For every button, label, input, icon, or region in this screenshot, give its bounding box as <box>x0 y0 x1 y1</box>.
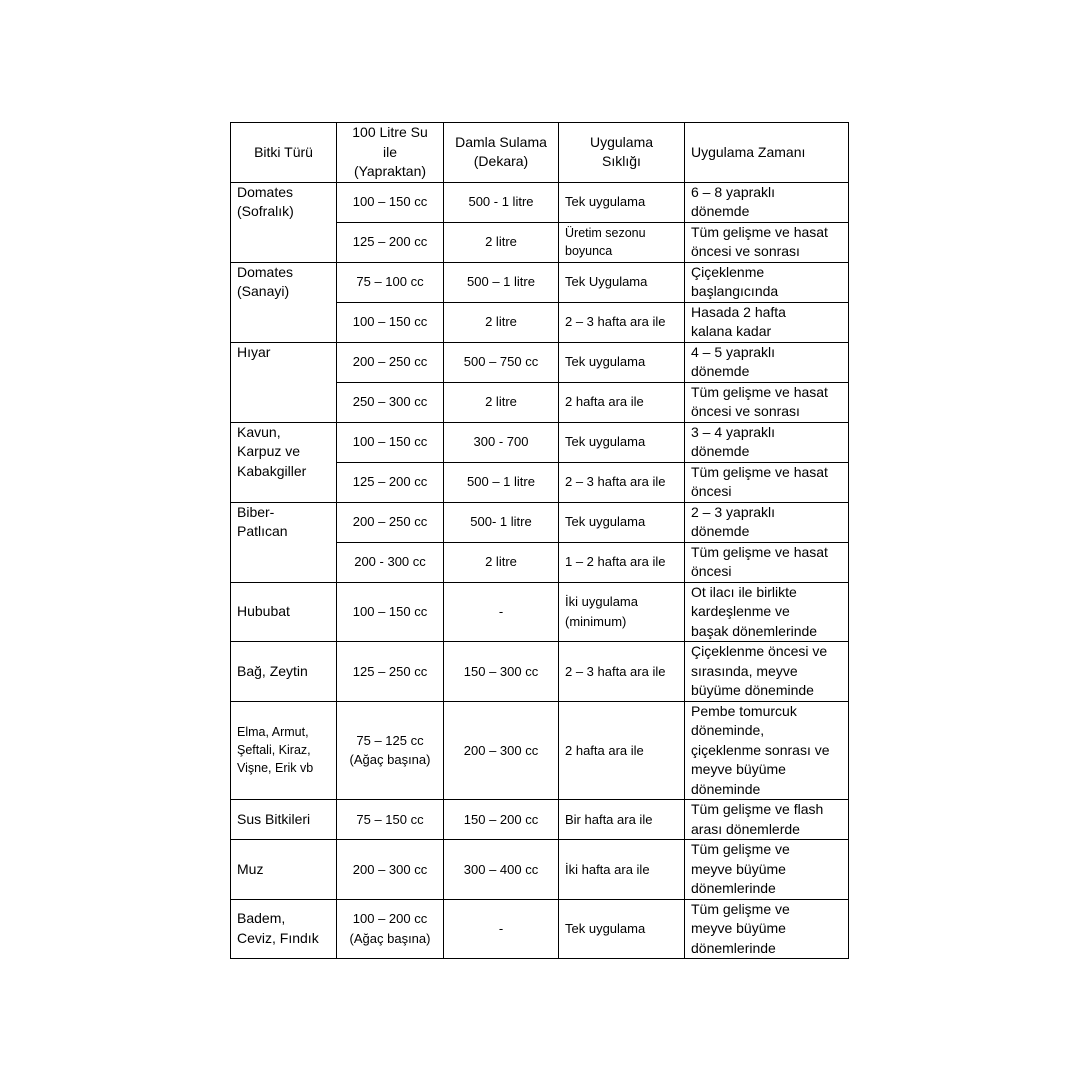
foliar-cell: 200 - 300 cc <box>337 542 444 582</box>
foliar-cell: 75 – 125 cc (Ağaç başına) <box>337 701 444 800</box>
foliar-cell: 250 – 300 cc <box>337 382 444 422</box>
foliar-cell: 100 – 150 cc <box>337 422 444 462</box>
timing-cell: Tüm gelişme ve hasat öncesi <box>685 542 849 582</box>
timing-cell: Tüm gelişme ve flash arası dönemlerde <box>685 800 849 840</box>
plant-cell: Elma, Armut, Şeftali, Kiraz, Vişne, Erik vb <box>231 701 337 800</box>
timing-cell: Çiçeklenme başlangıcında <box>685 262 849 302</box>
plant-cell: Bağ, Zeytin <box>231 642 337 702</box>
timing-cell: 4 – 5 yapraklı dönemde <box>685 342 849 382</box>
timing-cell: Tüm gelişme ve meyve büyüme dönemlerinde <box>685 899 849 959</box>
timing-cell: Tüm gelişme ve hasat öncesi ve sonrası <box>685 382 849 422</box>
drip-cell: 300 - 700 <box>444 422 559 462</box>
plant-cell: Hububat <box>231 582 337 642</box>
foliar-cell: 100 – 200 cc (Ağaç başına) <box>337 899 444 959</box>
table-row <box>231 582 849 642</box>
frequency-cell: Tek Uygulama <box>559 262 685 302</box>
frequency-cell: Tek uygulama <box>559 899 685 959</box>
foliar-cell: 75 – 150 cc <box>337 800 444 840</box>
header-plant: Bitki Türü <box>231 123 337 183</box>
frequency-cell: Bir hafta ara ile <box>559 800 685 840</box>
table-row <box>231 422 849 462</box>
header-row <box>231 123 849 183</box>
drip-cell: 2 litre <box>444 302 559 342</box>
plant-cell: Sus Bitkileri <box>231 800 337 840</box>
drip-cell: 150 – 300 cc <box>444 642 559 702</box>
drip-cell: 200 – 300 cc <box>444 701 559 800</box>
plant-cell: Hıyar <box>231 342 337 422</box>
plant-cell: Kavun, Karpuz ve Kabakgiller <box>231 422 337 502</box>
frequency-cell: 2 – 3 hafta ara ile <box>559 642 685 702</box>
drip-cell: - <box>444 899 559 959</box>
timing-cell: Hasada 2 hafta kalana kadar <box>685 302 849 342</box>
plant-cell: Domates (Sanayi) <box>231 262 337 342</box>
timing-cell: 3 – 4 yapraklı dönemde <box>685 422 849 462</box>
frequency-cell: 2 – 3 hafta ara ile <box>559 462 685 502</box>
drip-cell: 500 – 750 cc <box>444 342 559 382</box>
frequency-cell: Tek uygulama <box>559 342 685 382</box>
drip-cell: 300 – 400 cc <box>444 840 559 900</box>
foliar-cell: 125 – 200 cc <box>337 222 444 262</box>
foliar-cell: 100 – 150 cc <box>337 182 444 222</box>
foliar-cell: 100 – 150 cc <box>337 582 444 642</box>
frequency-cell: 2 hafta ara ile <box>559 382 685 422</box>
frequency-cell: İki hafta ara ile <box>559 840 685 900</box>
table-row <box>231 840 849 900</box>
timing-cell: Ot ilacı ile birlikte kardeşlenme ve başak dönemlerinde <box>685 582 849 642</box>
plant-cell: Biber- Patlıcan <box>231 502 337 582</box>
foliar-cell: 200 – 300 cc <box>337 840 444 900</box>
table-row <box>231 701 849 800</box>
drip-cell: 2 litre <box>444 382 559 422</box>
table-row <box>231 182 849 222</box>
frequency-cell: 2 hafta ara ile <box>559 701 685 800</box>
foliar-cell: 125 – 250 cc <box>337 642 444 702</box>
header-foliar: 100 Litre Su ile (Yapraktan) <box>337 123 444 183</box>
drip-cell: 2 litre <box>444 542 559 582</box>
frequency-cell: Tek uygulama <box>559 502 685 542</box>
plant-cell: Badem, Ceviz, Fındık <box>231 899 337 959</box>
dosage-table <box>230 122 849 959</box>
header-frequency: Uygulama Sıklığı <box>559 123 685 183</box>
drip-cell: 500 – 1 litre <box>444 462 559 502</box>
table-row <box>231 642 849 702</box>
frequency-cell: Tek uygulama <box>559 422 685 462</box>
table-row <box>231 899 849 959</box>
header-drip: Damla Sulama (Dekara) <box>444 123 559 183</box>
table-row <box>231 800 849 840</box>
frequency-cell: Üretim sezonu boyunca <box>559 222 685 262</box>
timing-cell: 2 – 3 yapraklı dönemde <box>685 502 849 542</box>
timing-cell: Tüm gelişme ve hasat öncesi ve sonrası <box>685 222 849 262</box>
table-row <box>231 502 849 542</box>
timing-cell: Çiçeklenme öncesi ve sırasında, meyve büyüme döneminde <box>685 642 849 702</box>
plant-cell: Muz <box>231 840 337 900</box>
drip-cell: 150 – 200 cc <box>444 800 559 840</box>
frequency-cell: 2 – 3 hafta ara ile <box>559 302 685 342</box>
table-row <box>231 262 849 302</box>
timing-cell: Tüm gelişme ve meyve büyüme dönemlerinde <box>685 840 849 900</box>
table-row <box>231 342 849 382</box>
drip-cell: 2 litre <box>444 222 559 262</box>
foliar-cell: 200 – 250 cc <box>337 502 444 542</box>
timing-cell: 6 – 8 yapraklı dönemde <box>685 182 849 222</box>
foliar-cell: 100 – 150 cc <box>337 302 444 342</box>
frequency-cell: 1 – 2 hafta ara ile <box>559 542 685 582</box>
drip-cell: - <box>444 582 559 642</box>
frequency-cell: İki uygulama (minimum) <box>559 582 685 642</box>
timing-cell: Pembe tomurcuk döneminde, çiçeklenme sonrası ve meyve büyüme döneminde <box>685 701 849 800</box>
drip-cell: 500 - 1 litre <box>444 182 559 222</box>
timing-cell: Tüm gelişme ve hasat öncesi <box>685 462 849 502</box>
foliar-cell: 200 – 250 cc <box>337 342 444 382</box>
foliar-cell: 125 – 200 cc <box>337 462 444 502</box>
foliar-cell: 75 – 100 cc <box>337 262 444 302</box>
drip-cell: 500 – 1 litre <box>444 262 559 302</box>
plant-cell: Domates (Sofralık) <box>231 182 337 262</box>
drip-cell: 500- 1 litre <box>444 502 559 542</box>
header-timing: Uygulama Zamanı <box>685 123 849 183</box>
frequency-cell: Tek uygulama <box>559 182 685 222</box>
